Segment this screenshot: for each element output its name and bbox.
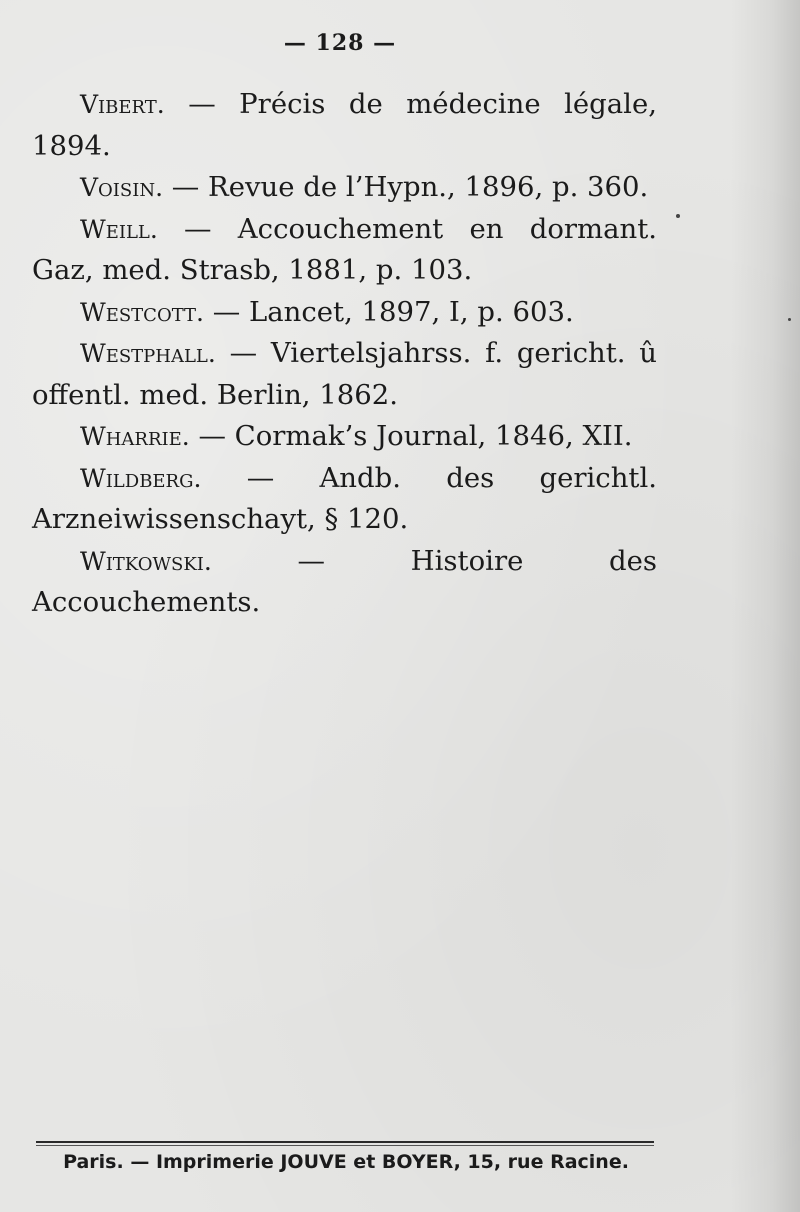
entry-text: — Andb. des gerichtl. Arzneiwissenschayt, § 120. bbox=[32, 461, 657, 535]
entry-text: — Accouchement en dormant. Gaz, med. Strasb, 1881, p. 103. bbox=[32, 212, 657, 286]
entry-author: Westcott. bbox=[80, 297, 204, 327]
bibliography-list bbox=[32, 84, 657, 624]
entry-author: Wildberg. bbox=[80, 463, 202, 493]
footer-rule-thin bbox=[36, 1145, 654, 1146]
footer-rule bbox=[36, 1141, 654, 1143]
bibliography-entry bbox=[32, 541, 657, 624]
ink-speck bbox=[788, 318, 791, 321]
entry-text: — Lancet, 1897, I, p. 603. bbox=[204, 295, 574, 328]
entry-text: — Cormak’s Journal, 1846, XII. bbox=[189, 420, 633, 452]
page-number: — 128 — bbox=[283, 30, 397, 56]
entry-author: Voisin. bbox=[80, 173, 164, 202]
bibliography-entry bbox=[32, 333, 657, 416]
bibliography-entry bbox=[32, 416, 657, 458]
entry-text: — Précis de médecine légale, 1894. bbox=[32, 88, 657, 162]
bibliography-entry bbox=[32, 458, 657, 541]
bibliography-entry bbox=[32, 209, 657, 292]
entry-text: — Revue de l’Hypn., 1896, p. 360. bbox=[163, 171, 649, 203]
printer-imprint: Paris. — Imprimerie JOUVE et BOYER, 15, rue Racine. bbox=[63, 1151, 629, 1173]
bibliography-entry bbox=[32, 292, 657, 334]
entry-author: Westphall. bbox=[80, 339, 216, 368]
entry-text: — Viertelsjahrss. f. gericht. û offentl. med. Berlin, 1862. bbox=[32, 337, 657, 411]
entry-text: — Histoire des Accouchements. bbox=[32, 544, 657, 618]
bibliography-entry bbox=[32, 167, 657, 209]
page-edge-shadow bbox=[730, 0, 800, 1212]
entry-author: Witkowski. bbox=[80, 546, 212, 576]
entry-author: Vibert. bbox=[80, 90, 165, 119]
bibliography-entry bbox=[32, 84, 657, 167]
entry-author: Wharrie. bbox=[80, 422, 190, 451]
ink-speck bbox=[676, 214, 680, 218]
entry-author: Weill. bbox=[80, 214, 158, 244]
